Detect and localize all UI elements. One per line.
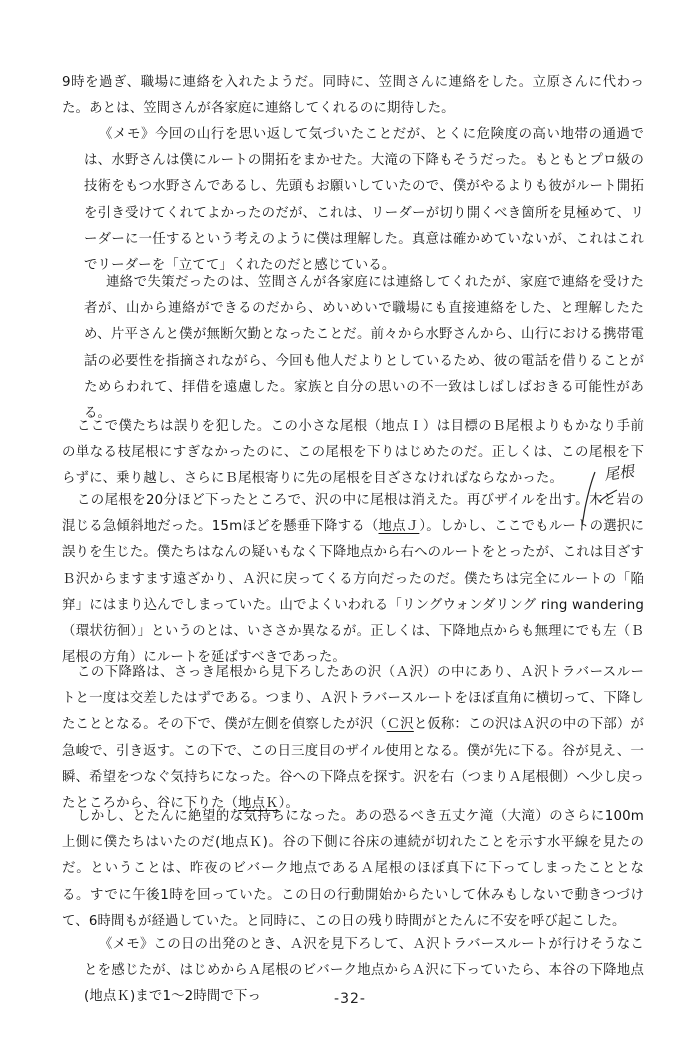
paragraph-despair: しかし、とたんに絶望的な気持ちになった。あの恐るべき五丈ケ滝（大滝）のさらに100m上側に僕たちはいたのだ(地点Ｋ)。谷の下側に谷床の連続が切れたことを示す水平線を見たのだ。ということは、昨夜のビバーク地点であるＡ尾根のほぼ真下に下ってしまったこととなる。すでに午後1時を回っていた。この日の行動開始からたいして休みもしないで動きつづけて、6時間もが経過していた。と同時に、この日の残り時間がとたんに不安を呼び起こした。 <box>62 809 644 929</box>
point-k-label: 地点Ｋ <box>238 796 279 812</box>
paragraph-descent-point-k <box>62 660 644 817</box>
memo-departure: 《メモ》この日の出発のとき、Ａ沢を見下ろして、Ａ沢トラバースルートが行けそうなことを感じたが、はじめからＡ尾根のビバーク地点からＡ沢に下っていたら、本谷の下降地点(地点Ｋ)まで1～2時間で下っ <box>84 937 644 1005</box>
c-sawa-label: Ｃ沢 <box>386 717 414 733</box>
memo-route-leadership: 《メモ》今回の山行を思い返して気づいたことだが、とくに危険度の高い地帯の通過では、水野さんは僕にルートの開拓をまかせた。大滝の下降もそうだった。もともとプロ級の技術をもつ水野さんであるし、先頭もお願いしていたので、僕がやるよりも彼がルート開拓を引き受けてくれてよかったのだが、これは、リーダーが切り開くべき箇所を見極めて、リーダーに一任するという考えのように僕は理解した。真意は確かめていないが、これはこれでリーダーを「立てて」くれたのだと感じている。 <box>84 127 644 274</box>
paragraph-contact-work: 9時を過ぎ、職場に連絡を入れたようだ。同時に、笠間さんに連絡をした。立原さんに代わった。あとは、笠間さんが各家庭に連絡してくれるのに期待した。 <box>62 75 644 117</box>
paragraph-route-error: ここで僕たちは誤りを犯した。この小さな尾根（地点Ｉ）は目標のＢ尾根よりもかなり手前の単なる枝尾根にすぎなかったのに、この尾根を下りはじめたのだ。正しくは、この尾根を下らずに、乗り越し、さらにＢ尾根寄りに先の尾根を目ざさなければならなかった。 <box>62 419 644 487</box>
text-segment: ）。 <box>278 796 300 812</box>
page-number: -32- <box>334 991 366 1007</box>
paragraph-descent-point-j <box>62 488 644 671</box>
point-j-label: 地点Ｊ <box>378 519 420 535</box>
handwritten-annotation: 尾根 <box>602 461 636 484</box>
memo-contact-failure: 連絡で失策だったのは、笠間さんが各家庭には連絡してくれたが、家庭で連絡を受けた者が、山から連絡ができるのだから、めいめいで職場にも直接連絡をした、と理解したため、片平さんと僕が無断欠勤となったことだ。前々から水野さんから、山行における携帯電話の必要性を指摘されながら、今回も他人だよりとしているため、彼の電話を借りることがためらわれて、拝借を遠慮した。家族と自分の思いの不一致はしばしばおきる可能性がある。 <box>84 275 644 422</box>
text-segment: この下降路は、さっき尾根から見下ろしたあの沢（Ａ沢）の中にあり、Ａ沢トラバースルートと一度は交差したはずである。つまり、Ａ沢トラバースルートをほぼ直角に横切って、下降したこととなる。その下で、僕が左側を偵察したが沢（ <box>62 665 644 733</box>
text-segment: と仮称：この沢はＡ沢の中の下部）が急峻で、引き返す。この下で、この日三度目のザイル使用となる。僕が先に下る。谷が見え、一瞬、希望をつなぐ気持ちになった。谷への下降点を探す。沢を右（つまりＡ尾根側）へ少し戻ったところから、谷に下りた（ <box>62 717 645 812</box>
text-segment: この尾根を20分ほど下ったところで、沢の中に尾根は消えた。再びザイルを出す。木と岩の混じる急傾斜地だった。15mほどを懸垂下降する（ <box>62 493 644 535</box>
text-segment: ）。しかし、ここでもルートの選択に誤りを生じた。僕たちはなんの疑いもなく下降地点から右へのルートをとったが、これは目ざすＢ沢からますます遠ざかり、Ａ沢に戻ってくる方向だったのだ。僕たちは完全にルートの「陥穽」にはまり込んでしまっていた。山でよくいわれる「リングウォンダリング ring wandering（環状彷徊）」というのとは、いささか異なるが。正しくは、下降地点からも無理にでも左（Ｂ尾根の方角）にルートを延ばすべきであった。 <box>62 519 644 666</box>
